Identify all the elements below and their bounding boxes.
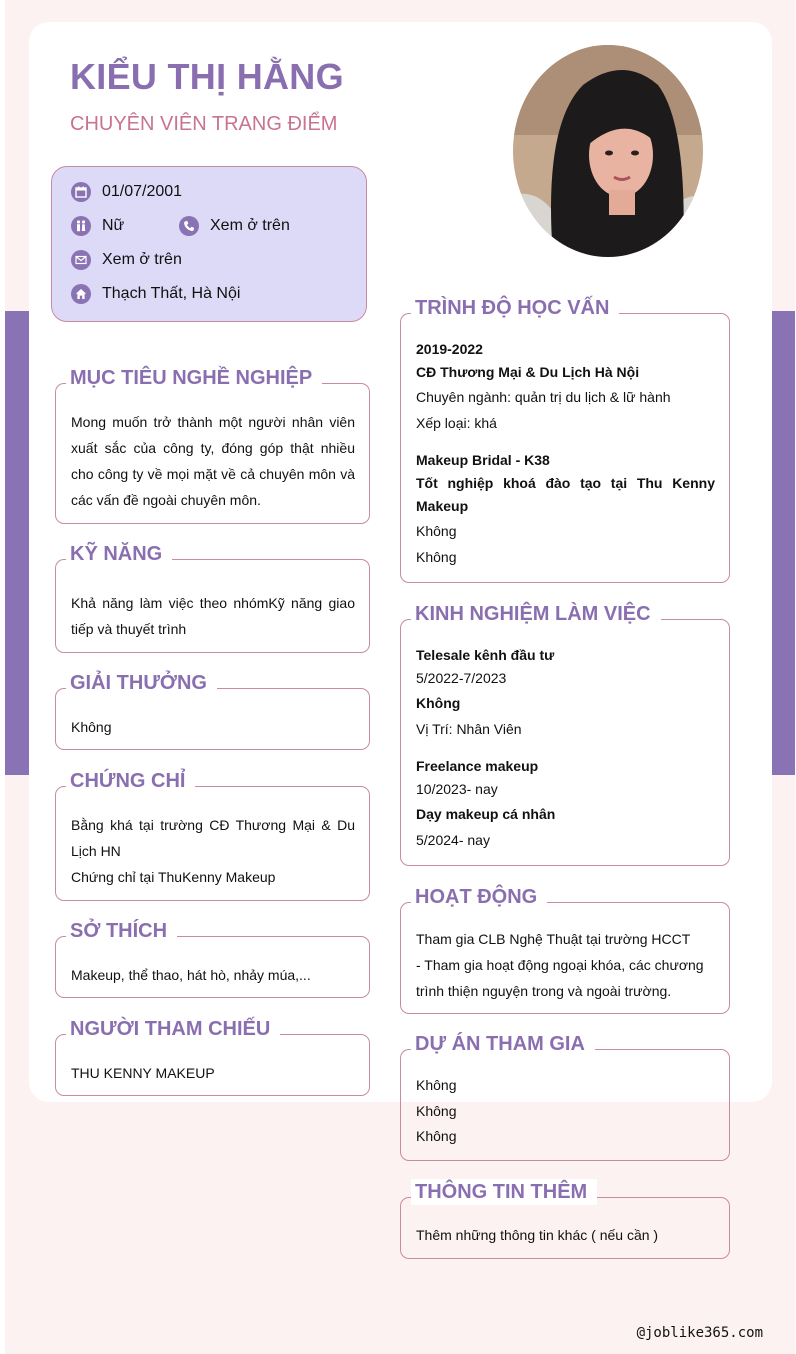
additional-info-title: THÔNG TIN THÊM [411,1179,597,1205]
gender-icon [71,216,91,236]
projects-section [400,1033,730,1161]
experience-title: KINH NGHIỆM LÀM VIỆC [411,601,661,627]
education-section [400,297,730,583]
additional-info-text: Thêm những thông tin khác ( nếu cần ) [416,1227,659,1243]
birthdate-row [71,182,182,202]
skills-text: Khả năng làm việc theo nhómKỹ năng giao tiếp và thuyết trình [71,595,355,637]
contact-info-box [51,166,367,322]
project-line: Không [416,1102,457,1119]
activities-title: HOẠT ĐỘNG [411,884,547,910]
references-text: THU KENNY MAKEUP [71,1065,215,1081]
education-title: TRÌNH ĐỘ HỌC VẤN [411,295,619,321]
references-section [55,1018,370,1096]
skills-title: KỸ NĂNG [66,541,172,567]
additional-info-section [400,1181,730,1259]
calendar-icon [71,182,91,202]
left-accent-band [5,311,29,775]
project-line: Không [416,1128,457,1144]
experience-position: Dạy makeup cá nhân [416,806,556,822]
address-text: Thạch Thất, Hà Nội [102,285,241,302]
right-accent-band [772,311,795,775]
activity-line: Tham gia CLB Nghệ Thuật tại trường HCCT [416,931,691,947]
certificate-item: Chứng chỉ tại ThuKenny Makeup [71,869,276,885]
awards-title: GIẢI THƯỞNG [66,670,217,696]
education-major: Không [416,523,457,539]
education-note: Không [416,549,457,565]
education-period: Makeup Bridal - K38 [416,452,550,468]
experience-period: 10/2023- nay [416,781,498,797]
gender-row [71,216,124,236]
candidate-name: KIỂU THỊ HẰNG [70,56,344,97]
phone-icon [179,216,199,236]
phone-row [179,216,290,236]
certificate-item: Bằng khá tại trường CĐ Thương Mại & Du Lịch HN [71,817,355,859]
phone-text: Xem ở trên [210,217,290,234]
awards-section [55,672,370,750]
certificates-section [55,770,370,901]
education-major: Chuyên ngành: quản trị du lịch & lữ hành [416,389,671,405]
experience-period: 5/2022-7/2023 [416,670,507,686]
education-school: Tốt nghiệp khoá đào tạo tại Thu Kenny Makeup [416,475,715,514]
home-icon [71,284,91,304]
awards-text: Không [71,719,112,735]
email-text: Xem ở trên [102,251,182,268]
mail-icon [71,250,91,270]
activities-section [400,886,730,1014]
education-school: CĐ Thương Mại & Du Lịch Hà Nội [416,364,640,380]
address-row [71,284,240,304]
references-title: NGƯỜI THAM CHIẾU [66,1016,280,1042]
projects-title: DỰ ÁN THAM GIA [411,1031,595,1057]
experience-company: Freelance makeup [416,758,539,774]
hobbies-section [55,920,370,998]
objective-section [55,367,370,524]
email-row [71,250,182,270]
project-line: Không [416,1077,457,1093]
profile-photo [513,45,703,257]
skills-section [55,543,370,653]
experience-description: Vị Trí: Nhân Viên [416,721,522,737]
hobbies-text: Makeup, thể thao, hát hò, nhảy múa,... [71,967,311,983]
experience-description: 5/2024- nay [416,832,490,848]
activity-line: - Tham gia hoạt động ngoại khóa, các chương trình thiện nguyện trong và ngoài trường. [416,957,704,999]
footer-watermark: @joblike365.com [636,1325,763,1341]
hobbies-title: SỞ THÍCH [66,918,177,944]
job-title: CHUYÊN VIÊN TRANG ĐIỂM [70,113,338,135]
education-note: Xếp loại: khá [416,415,497,431]
birthdate-text: 01/07/2001 [102,183,183,200]
experience-section [400,603,730,866]
objective-text: Mong muốn trở thành một người nhân viên xuất sắc của công ty, đóng góp thật nhiều cho công ty về mọi mặt về cả chuyên môn và các vấn đề ngoài chuyên môn. [71,414,355,508]
objective-title: MỤC TIÊU NGHỀ NGHIỆP [66,365,322,391]
experience-position: Không [416,695,461,711]
gender-text: Nữ [102,217,125,234]
education-period: 2019-2022 [416,341,483,357]
certificates-title: CHỨNG CHỈ [66,768,195,794]
experience-company: Telesale kênh đầu tư [416,647,555,663]
